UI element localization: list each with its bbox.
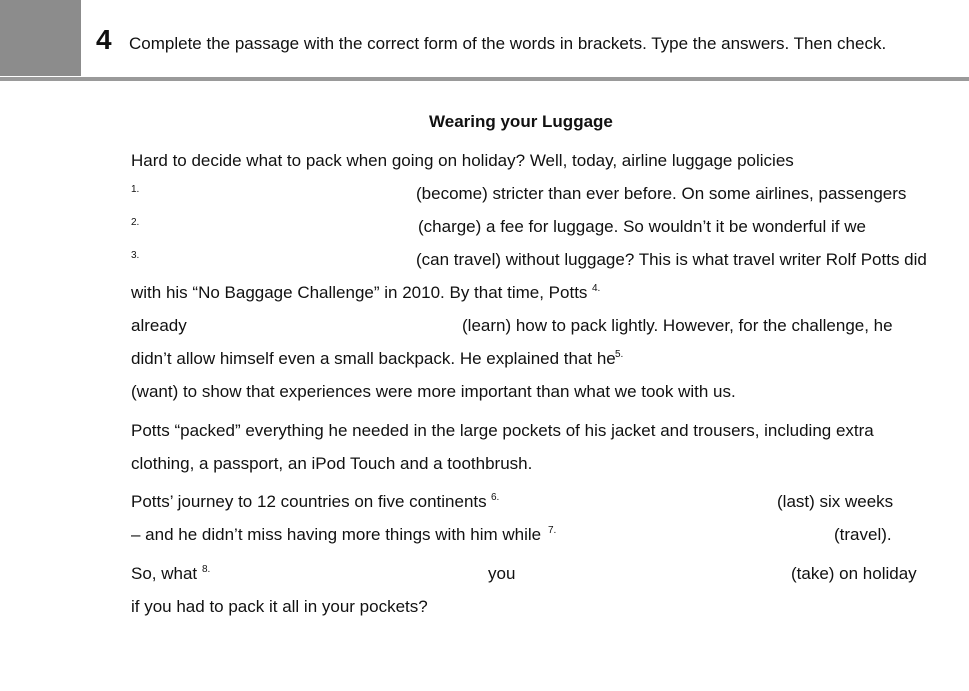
passage-line-13b: you	[488, 564, 516, 583]
passage-line-13a: So, what	[131, 564, 198, 583]
passage-line-8: (want) to show that experiences were more important than what we took with us.	[131, 382, 736, 401]
passage-title: Wearing your Luggage	[429, 112, 613, 131]
blank-number-4: 4.	[592, 283, 601, 294]
passage-line-6a: already	[131, 316, 187, 335]
answer-blank-7[interactable]	[562, 523, 828, 545]
answer-blank-3[interactable]	[140, 248, 410, 270]
passage-line-2: (become) stricter than ever before. On some airlines, passengers	[416, 184, 907, 203]
passage-line-1: Hard to decide what to pack when going on holiday? Well, today, airline luggage policies	[131, 151, 794, 170]
passage-line-11a: Potts’ journey to 12 countries on five continents	[131, 492, 487, 511]
blank-number-3: 3.	[131, 250, 140, 261]
answer-blank-5[interactable]	[628, 347, 948, 369]
passage-line-9: Potts “packed” everything he needed in the large pockets of his jacket and trousers, including extra	[131, 421, 874, 440]
blank-number-5: 5.	[615, 349, 624, 360]
blank-number-8: 8.	[202, 564, 211, 575]
exercise-number: 4	[96, 24, 112, 55]
answer-blank-8a[interactable]	[214, 562, 480, 584]
passage-line-10: clothing, a passport, an iPod Touch and a toothbrush.	[131, 454, 533, 473]
answer-blank-1[interactable]	[140, 182, 410, 204]
answer-blank-4[interactable]	[192, 314, 456, 336]
passage-line-13c: (take) on holiday	[791, 564, 917, 583]
passage-line-6b: (learn) how to pack lightly. However, for the challenge, he	[462, 316, 893, 335]
passage-line-12b: (travel).	[834, 525, 892, 544]
passage-line-11b: (last) six weeks	[777, 492, 894, 511]
blank-number-1: 1.	[131, 184, 140, 195]
blank-number-2: 2.	[131, 217, 140, 228]
passage-line-7: didn’t allow himself even a small backpack. He explained that he	[131, 349, 616, 368]
answer-blank-6[interactable]	[504, 490, 770, 512]
passage-line-5: with his “No Baggage Challenge” in 2010. By that time, Potts	[131, 283, 588, 302]
passage-line-14: if you had to pack it all in your pockets?	[131, 597, 428, 616]
answer-blank-8b[interactable]	[522, 562, 784, 584]
answer-blank-2[interactable]	[140, 215, 412, 237]
blank-number-7: 7.	[548, 525, 557, 536]
exercise-instruction: Complete the passage with the correct form of the words in brackets. Type the answers. Then check.	[129, 34, 887, 53]
blank-number-6: 6.	[491, 492, 500, 503]
passage-line-12a: – and he didn’t miss having more things with him while	[131, 525, 542, 544]
passage-line-3: (charge) a fee for luggage. So wouldn’t it be wonderful if we	[418, 217, 866, 236]
passage-line-4: (can travel) without luggage? This is what travel writer Rolf Potts did	[416, 250, 927, 269]
